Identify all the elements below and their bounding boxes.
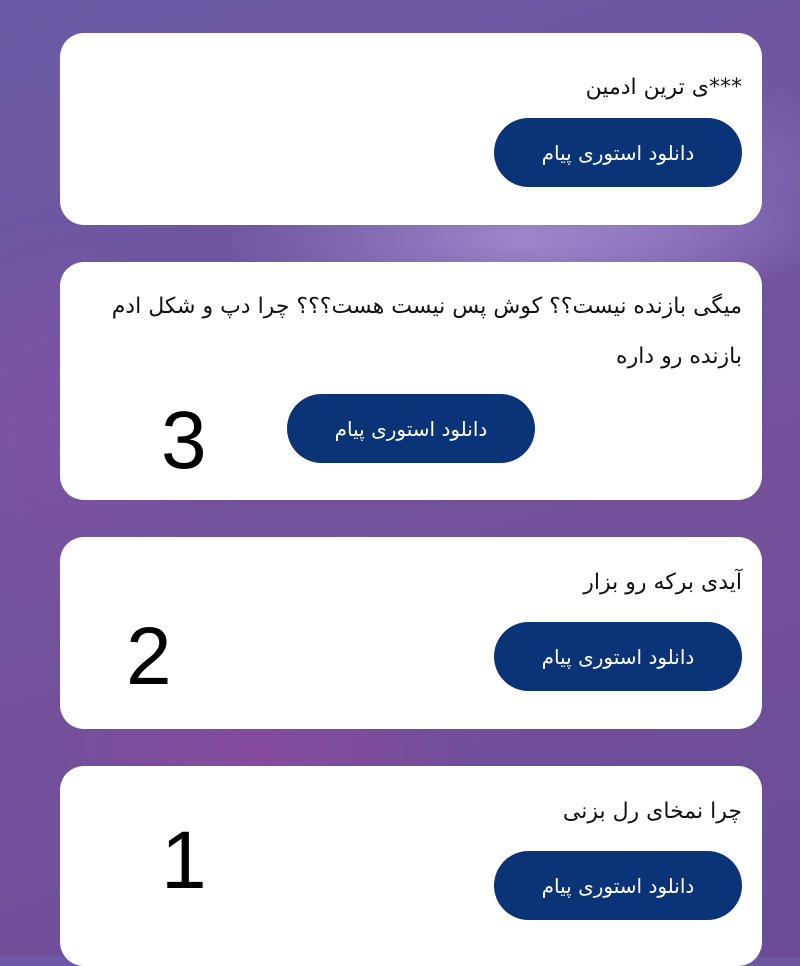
rank-number: 2 <box>126 611 172 702</box>
rank-number: 1 <box>161 815 207 906</box>
message-text: میگی بازنده نیست؟؟ کوش پس نیست هست؟؟؟ چرا دپ و شکل ادم بازنده رو داره <box>111 294 742 369</box>
message-text: چرا نمخای رل بزنی <box>562 799 742 824</box>
message-card <box>60 766 762 966</box>
download-story-button[interactable]: دانلود استوری پیام <box>494 118 742 187</box>
message-text: ***ی ترین ادمین <box>585 75 742 100</box>
download-story-button[interactable]: دانلود استوری پیام <box>287 394 535 463</box>
download-story-button[interactable]: دانلود استوری پیام <box>494 622 742 691</box>
rank-number: 3 <box>161 395 207 486</box>
message-card <box>60 33 762 225</box>
download-story-button[interactable]: دانلود استوری پیام <box>494 851 742 920</box>
message-card <box>60 262 762 500</box>
message-text: آیدی برکه رو بزار <box>583 570 742 595</box>
message-card <box>60 537 762 729</box>
